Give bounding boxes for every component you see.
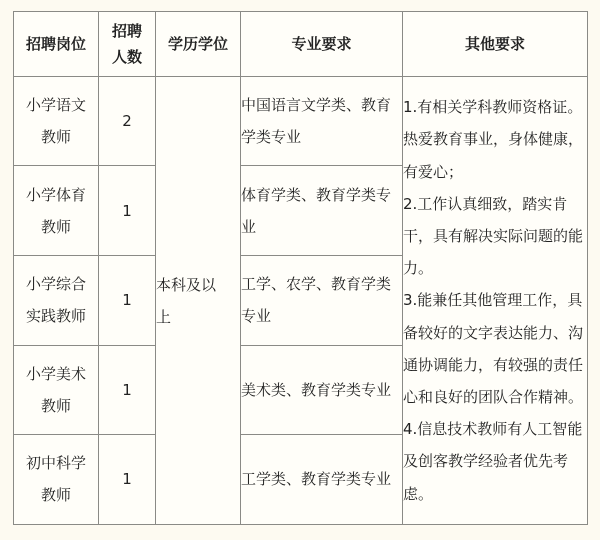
major-cell: 美术类、教育学类专业 xyxy=(241,345,403,434)
header-count xyxy=(99,12,156,77)
header-post: 招聘岗位 xyxy=(14,12,99,77)
header-other: 其他要求 xyxy=(403,12,588,77)
table-row xyxy=(14,77,588,166)
count-cell: 1 xyxy=(99,256,156,345)
major-cell: 体育学类、教育学类专业 xyxy=(241,166,403,256)
post-cell xyxy=(14,77,99,166)
post-label: 小学体育教师 xyxy=(25,185,86,236)
major-cell: 工学类、教育学类专业 xyxy=(241,434,403,524)
other-requirement-item: 3.能兼任其他管理工作，具备较好的文字表达能力、沟通协调能力，有较强的责任心和良好的团队合作精神。 xyxy=(403,291,584,406)
other-requirement-item: 2.工作认真细致，踏实肯干，具有解决实际问题的能力。 xyxy=(403,194,584,278)
recruitment-table xyxy=(13,11,588,525)
other-requirement-item: 1.有相关学科教师资格证。热爱教育事业，身体健康，有爱心； xyxy=(403,98,584,181)
header-education: 学历学位 xyxy=(156,12,241,77)
other-requirements-cell xyxy=(403,77,588,525)
post-cell xyxy=(14,166,99,256)
post-label: 小学综合实践教师 xyxy=(25,275,86,326)
table-header-row xyxy=(14,12,588,77)
post-label: 小学美术教师 xyxy=(25,364,86,415)
major-cell: 工学、农学、教育学类专业 xyxy=(241,256,403,345)
header-major: 专业要求 xyxy=(241,12,403,77)
count-cell: 1 xyxy=(99,434,156,524)
post-cell xyxy=(14,345,99,434)
post-label: 初中科学教师 xyxy=(25,454,86,505)
count-cell: 1 xyxy=(99,166,156,256)
header-count-label: 招聘人数 xyxy=(111,22,142,66)
post-label: 小学语文教师 xyxy=(25,96,86,147)
count-cell: 2 xyxy=(99,77,156,166)
major-cell: 中国语言文学类、教育学类专业 xyxy=(241,77,403,166)
post-cell xyxy=(14,256,99,345)
post-cell xyxy=(14,434,99,524)
education-label: 本科及以上 xyxy=(156,275,217,326)
recruitment-table-container xyxy=(13,11,587,525)
other-requirement-item: 4.信息技术教师有人工智能及创客教学经验者优先考虑。 xyxy=(403,420,583,503)
education-cell xyxy=(156,77,241,525)
count-cell: 1 xyxy=(99,345,156,434)
